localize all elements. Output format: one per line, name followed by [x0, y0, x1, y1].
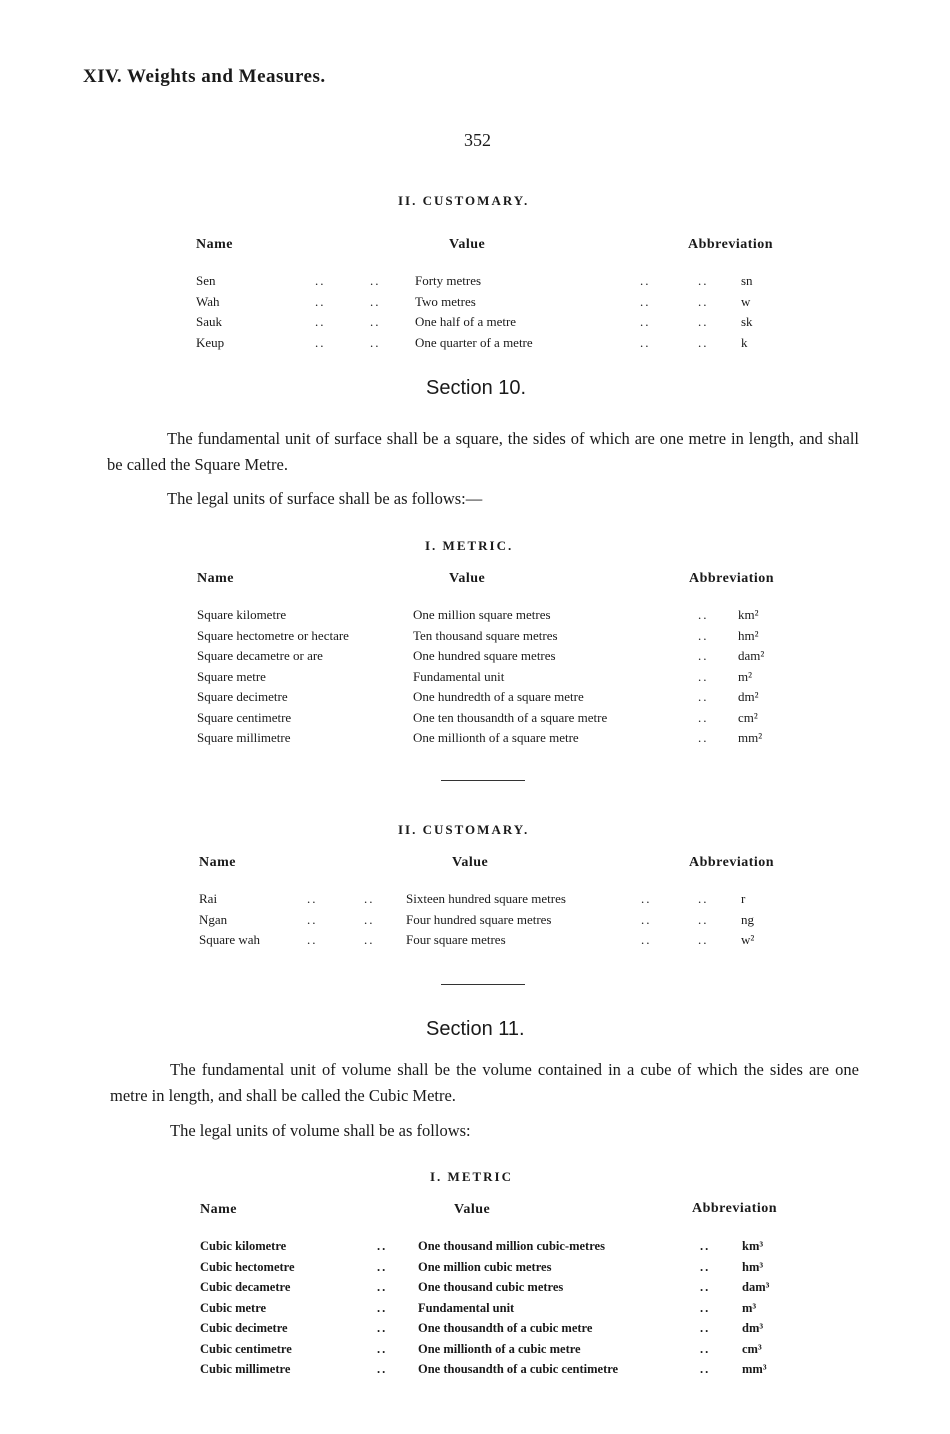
running-head: XIV. Weights and Measures. — [83, 66, 326, 87]
column-header-name: Name — [197, 571, 234, 586]
leader-dots: .. — [640, 293, 651, 309]
row-name: Square decametre or are — [197, 648, 323, 663]
leader-dots: .. — [377, 1341, 388, 1356]
row-value: One ten thousandth of a square metre — [413, 709, 608, 725]
leader-dots: .. — [307, 891, 318, 906]
divider-rule — [441, 984, 525, 985]
row-name: Cubic centimetre — [200, 1341, 292, 1356]
row-abbreviation: dm² — [738, 689, 759, 704]
column-header-abbreviation: Abbreviation — [689, 571, 775, 586]
row-value: One hundred square metres — [413, 648, 556, 663]
section-title: Section 11. — [426, 1018, 525, 1040]
leader-dots: .. — [307, 911, 318, 927]
table-row — [0, 669, 950, 690]
leader-dots: .. — [698, 314, 709, 330]
leader-dots: .. — [315, 293, 326, 309]
row-value: Four hundred square metres — [406, 911, 552, 927]
row-abbreviation: km³ — [742, 1239, 764, 1253]
table-row — [0, 891, 950, 912]
table-row — [0, 648, 950, 669]
table-row — [0, 294, 950, 315]
leader-dots: .. — [700, 1341, 711, 1356]
divider-rule — [441, 780, 525, 781]
leader-dots: .. — [364, 932, 375, 947]
leader-dots: .. — [641, 932, 652, 947]
column-header-name: Name — [199, 855, 236, 870]
leader-dots: .. — [315, 314, 326, 330]
row-value: One half of a metre — [415, 314, 517, 330]
row-value: One hundredth of a square metre — [413, 689, 584, 704]
row-value: Two metres — [415, 293, 476, 309]
row-abbreviation: mm³ — [742, 1362, 767, 1376]
leader-dots: .. — [377, 1239, 388, 1253]
row-name: Square kilometre — [197, 607, 287, 622]
leader-dots: .. — [377, 1280, 388, 1294]
leader-dots: .. — [307, 932, 318, 947]
column-header-name: Name — [200, 1202, 237, 1217]
column-header-value: Value — [454, 1202, 491, 1217]
row-abbreviation: ng — [741, 911, 754, 927]
leader-dots: .. — [698, 607, 709, 622]
row-name: Cubic decametre — [200, 1280, 291, 1294]
row-value: Ten thousand square metres — [413, 627, 558, 643]
row-abbreviation: km² — [738, 607, 759, 622]
row-value: One millionth of a square metre — [413, 730, 579, 745]
row-value: Four square metres — [406, 932, 506, 947]
row-abbreviation: sn — [741, 273, 753, 288]
table-heading-length-customary: II. CUSTOMARY. — [398, 193, 530, 208]
row-abbreviation: r — [741, 891, 746, 906]
column-header-value: Value — [449, 237, 486, 252]
row-value: One thousand cubic metres — [418, 1280, 564, 1294]
leader-dots: .. — [698, 932, 709, 947]
table-row — [0, 314, 950, 335]
row-name: Square metre — [197, 668, 266, 684]
leader-dots: .. — [377, 1259, 388, 1274]
row-value: One thousand million cubic-metres — [418, 1239, 605, 1253]
row-abbreviation: m³ — [742, 1300, 757, 1315]
leader-dots: .. — [698, 709, 709, 725]
row-abbreviation: cm³ — [742, 1341, 762, 1356]
row-value: One thousandth of a cubic metre — [418, 1321, 593, 1335]
paragraph: The legal units of volume shall be as follows: — [170, 1121, 471, 1140]
leader-dots: .. — [698, 293, 709, 309]
table-row — [0, 1362, 950, 1383]
row-abbreviation: dam² — [738, 648, 765, 663]
table-row — [0, 730, 950, 751]
row-abbreviation: mm² — [738, 730, 763, 745]
column-header-value: Value — [449, 571, 486, 586]
leader-dots: .. — [698, 730, 709, 745]
paragraph: The fundamental unit of volume shall be the volume contained in a cube of which the sides are one metre in length, and shall be called the Cubic Metre. — [110, 1060, 859, 1105]
row-value: One million square metres — [413, 607, 551, 622]
row-value: Fundamental unit — [418, 1300, 515, 1315]
table-heading-volume-metric: I. METRIC — [430, 1169, 514, 1184]
leader-dots: .. — [698, 627, 709, 643]
row-name: Square hectometre or hectare — [197, 627, 349, 643]
leader-dots: .. — [370, 335, 381, 351]
row-abbreviation: cm² — [738, 709, 758, 725]
leader-dots: .. — [698, 689, 709, 704]
leader-dots: .. — [377, 1321, 388, 1335]
leader-dots: .. — [370, 293, 381, 309]
page-number: 352 — [464, 130, 491, 150]
row-abbreviation: hm² — [738, 627, 759, 643]
leader-dots: .. — [640, 314, 651, 330]
leader-dots: .. — [700, 1362, 711, 1376]
leader-dots: .. — [698, 335, 709, 351]
leader-dots: .. — [698, 911, 709, 927]
table-row — [0, 912, 950, 933]
column-header-abbreviation: Abbreviation — [692, 1201, 778, 1216]
row-name: Cubic kilometre — [200, 1239, 287, 1253]
row-value: Fundamental unit — [413, 668, 505, 684]
row-name: Wah — [196, 293, 220, 309]
table-heading-surface-metric: I. METRIC. — [425, 538, 514, 553]
row-abbreviation: w — [741, 293, 751, 309]
table-row — [0, 273, 950, 294]
column-header-value: Value — [452, 855, 489, 870]
leader-dots: .. — [315, 273, 326, 288]
row-abbreviation: sk — [741, 314, 753, 330]
section-title: Section 10. — [426, 377, 527, 399]
row-abbreviation: dm³ — [742, 1321, 764, 1335]
row-abbreviation: w² — [741, 932, 755, 947]
column-header-abbreviation: Abbreviation — [688, 237, 774, 252]
column-header-abbreviation: Abbreviation — [689, 855, 775, 870]
row-value: One thousandth of a cubic centimetre — [418, 1362, 619, 1376]
row-name: Square wah — [199, 932, 261, 947]
table-row — [0, 1342, 950, 1363]
row-value: Sixteen hundred square metres — [406, 891, 566, 906]
row-name: Square centimetre — [197, 709, 292, 725]
row-value: Forty metres — [415, 273, 482, 288]
table-row — [0, 628, 950, 649]
leader-dots: .. — [641, 891, 652, 906]
leader-dots: .. — [698, 668, 709, 684]
table-row — [0, 1321, 950, 1342]
row-value: One millionth of a cubic metre — [418, 1341, 581, 1356]
row-name: Ngan — [199, 911, 228, 927]
row-abbreviation: hm³ — [742, 1259, 764, 1274]
row-name: Cubic metre — [200, 1300, 267, 1315]
row-value: One quarter of a metre — [415, 335, 533, 351]
leader-dots: .. — [698, 648, 709, 663]
table-row — [0, 1260, 950, 1281]
row-abbreviation: dam³ — [742, 1280, 770, 1294]
row-name: Square decimetre — [197, 689, 288, 704]
table-row — [0, 607, 950, 628]
leader-dots: .. — [641, 911, 652, 927]
row-name: Cubic hectometre — [200, 1259, 295, 1274]
row-name: Sauk — [196, 314, 222, 330]
leader-dots: .. — [377, 1300, 388, 1315]
paragraph: The fundamental unit of surface shall be a square, the sides of which are one metre in length, and shall be called the Square Metre. — [107, 429, 859, 474]
table-heading-surface-customary: II. CUSTOMARY. — [398, 822, 530, 837]
row-name: Square millimetre — [197, 730, 291, 745]
leader-dots: .. — [640, 273, 651, 288]
leader-dots: .. — [370, 314, 381, 330]
row-name: Cubic millimetre — [200, 1362, 291, 1376]
table-row — [0, 1239, 950, 1260]
row-name: Cubic decimetre — [200, 1321, 288, 1335]
leader-dots: .. — [364, 891, 375, 906]
leader-dots: .. — [698, 891, 709, 906]
leader-dots: .. — [364, 911, 375, 927]
table-row — [0, 1280, 950, 1301]
table-row — [0, 710, 950, 731]
paragraph: The legal units of surface shall be as follows:— — [167, 489, 483, 508]
table-row — [0, 1301, 950, 1322]
row-name: Sen — [196, 273, 216, 288]
table-row — [0, 335, 950, 356]
row-value: One million cubic metres — [418, 1259, 552, 1274]
row-name: Rai — [199, 891, 218, 906]
leader-dots: .. — [700, 1280, 711, 1294]
row-name: Keup — [196, 335, 225, 351]
leader-dots: .. — [315, 335, 326, 351]
leader-dots: .. — [377, 1362, 388, 1376]
leader-dots: .. — [700, 1300, 711, 1315]
leader-dots: .. — [700, 1239, 711, 1253]
leader-dots: .. — [700, 1259, 711, 1274]
leader-dots: .. — [640, 335, 651, 351]
table-row — [0, 689, 950, 710]
column-header-name: Name — [196, 237, 233, 252]
table-row — [0, 932, 950, 953]
row-abbreviation: m² — [738, 668, 753, 684]
leader-dots: .. — [370, 273, 381, 288]
row-abbreviation: k — [741, 335, 748, 351]
leader-dots: .. — [700, 1321, 711, 1335]
leader-dots: .. — [698, 273, 709, 288]
